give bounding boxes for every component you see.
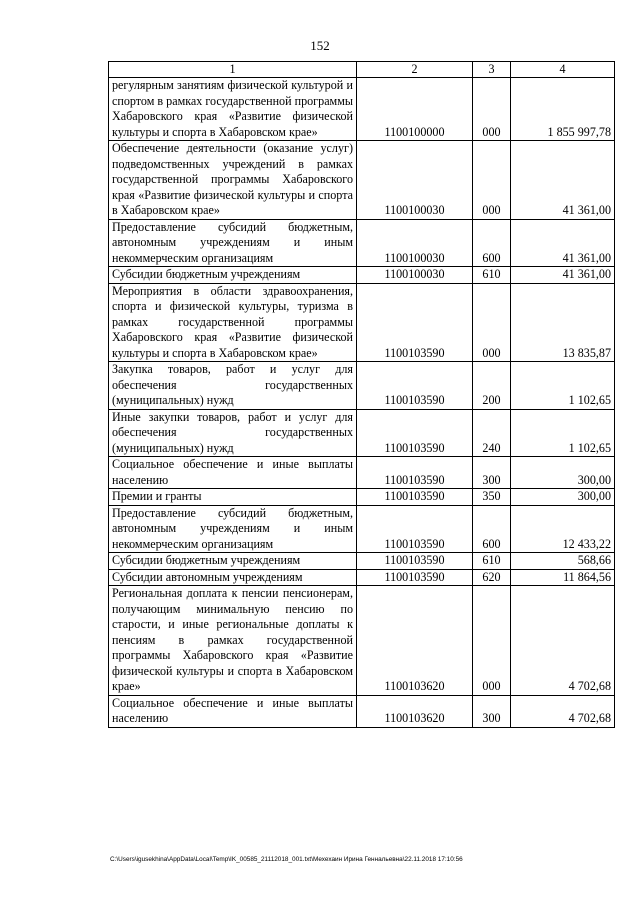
row-code-cell: 1100100030 (357, 141, 473, 220)
row-code-cell: 1100103590 (357, 409, 473, 457)
table-row (109, 267, 615, 284)
table-row (109, 505, 615, 553)
row-amount-cell: 12 433,22 (511, 505, 615, 553)
row-amount-cell: 4 702,68 (511, 695, 615, 727)
row-name-cell: Региональная доплата к пенсии пенсионерам, получающим минимальную пенсию по старости, и иные региональные доплаты к пенсиям в рамках государственной программы Хабаровского края «Развитие физической культуры и спорта в Хабаровском крае» (109, 586, 357, 696)
row-type-cell: 200 (473, 362, 511, 410)
table-row (109, 586, 615, 696)
row-type-cell: 000 (473, 78, 511, 141)
row-code-cell: 1100100030 (357, 219, 473, 267)
table-row (109, 489, 615, 506)
row-type-cell: 000 (473, 586, 511, 696)
row-name-cell: Обеспечение деятельности (оказание услуг) подведомственных учреждений в рамках государственной программы Хабаровского края «Развитие физической культуры и спорта в Хабаровском крае» (109, 141, 357, 220)
column-header-4: 4 (511, 62, 615, 78)
row-amount-cell: 4 702,68 (511, 586, 615, 696)
row-type-cell: 240 (473, 409, 511, 457)
row-code-cell: 1100100000 (357, 78, 473, 141)
row-name-cell: регулярным занятиям физической культурой и спортом в рамках государственной программы Хабаровского края «Развитие физической культуры и спорта в Хабаровском крае» (109, 78, 357, 141)
row-code-cell: 1100103590 (357, 489, 473, 506)
table-header-row (109, 62, 615, 78)
table-row (109, 141, 615, 220)
budget-table (108, 61, 615, 728)
row-name-cell: Субсидии бюджетным учреждениям (109, 553, 357, 570)
row-code-cell: 1100100030 (357, 267, 473, 284)
row-amount-cell: 300,00 (511, 489, 615, 506)
row-code-cell: 1100103590 (357, 505, 473, 553)
row-type-cell: 000 (473, 283, 511, 362)
row-type-cell: 610 (473, 267, 511, 284)
row-type-cell: 300 (473, 457, 511, 489)
row-name-cell: Предоставление субсидий бюджетным, автономным учреждениям и иным некоммерческим организациям (109, 219, 357, 267)
row-name-cell: Социальное обеспечение и иные выплаты населению (109, 457, 357, 489)
row-amount-cell: 11 864,56 (511, 569, 615, 586)
row-code-cell: 1100103590 (357, 457, 473, 489)
table-row (109, 219, 615, 267)
row-name-cell: Мероприятия в области здравоохранения, спорта и физической культуры, туризма в рамках государственной программы Хабаровского края «Развитие физической культуры и спорта в Хабаровском крае» (109, 283, 357, 362)
column-header-3: 3 (473, 62, 511, 78)
row-type-cell: 610 (473, 553, 511, 570)
column-header-1: 1 (109, 62, 357, 78)
row-amount-cell: 1 102,65 (511, 409, 615, 457)
table-row (109, 409, 615, 457)
row-type-cell: 350 (473, 489, 511, 506)
row-code-cell: 1100103590 (357, 362, 473, 410)
row-amount-cell: 568,66 (511, 553, 615, 570)
row-type-cell: 600 (473, 219, 511, 267)
row-name-cell: Субсидии автономным учреждениям (109, 569, 357, 586)
table-row (109, 695, 615, 727)
table-row (109, 78, 615, 141)
row-amount-cell: 13 835,87 (511, 283, 615, 362)
column-header-2: 2 (357, 62, 473, 78)
row-code-cell: 1100103620 (357, 695, 473, 727)
row-code-cell: 1100103590 (357, 283, 473, 362)
row-code-cell: 1100103590 (357, 569, 473, 586)
row-name-cell: Социальное обеспечение и иные выплаты населению (109, 695, 357, 727)
row-name-cell: Субсидии бюджетным учреждениям (109, 267, 357, 284)
row-amount-cell: 1 855 997,78 (511, 78, 615, 141)
row-name-cell: Иные закупки товаров, работ и услуг для обеспечения государственных (муниципальных) нужд (109, 409, 357, 457)
row-type-cell: 620 (473, 569, 511, 586)
table-row (109, 283, 615, 362)
row-amount-cell: 41 361,00 (511, 141, 615, 220)
page-number: 152 (310, 38, 330, 53)
file-path-footer: C:\Users\igusekhina\AppData\Local\Temp\IK_00585_21112018_001.txt\Мехехаин Ирина Геннальевна\22.11.2018 17:10:56 (110, 856, 463, 863)
row-type-cell: 000 (473, 141, 511, 220)
table-row (109, 457, 615, 489)
row-type-cell: 600 (473, 505, 511, 553)
row-name-cell: Закупка товаров, работ и услуг для обеспечения государственных (муниципальных) нужд (109, 362, 357, 410)
row-name-cell: Предоставление субсидий бюджетным, автономным учреждениям и иным некоммерческим организациям (109, 505, 357, 553)
row-amount-cell: 1 102,65 (511, 362, 615, 410)
row-name-cell: Премии и гранты (109, 489, 357, 506)
row-amount-cell: 300,00 (511, 457, 615, 489)
row-type-cell: 300 (473, 695, 511, 727)
row-code-cell: 1100103590 (357, 553, 473, 570)
row-code-cell: 1100103620 (357, 586, 473, 696)
table-row (109, 362, 615, 410)
table-row (109, 553, 615, 570)
table-row (109, 569, 615, 586)
row-amount-cell: 41 361,00 (511, 267, 615, 284)
row-amount-cell: 41 361,00 (511, 219, 615, 267)
